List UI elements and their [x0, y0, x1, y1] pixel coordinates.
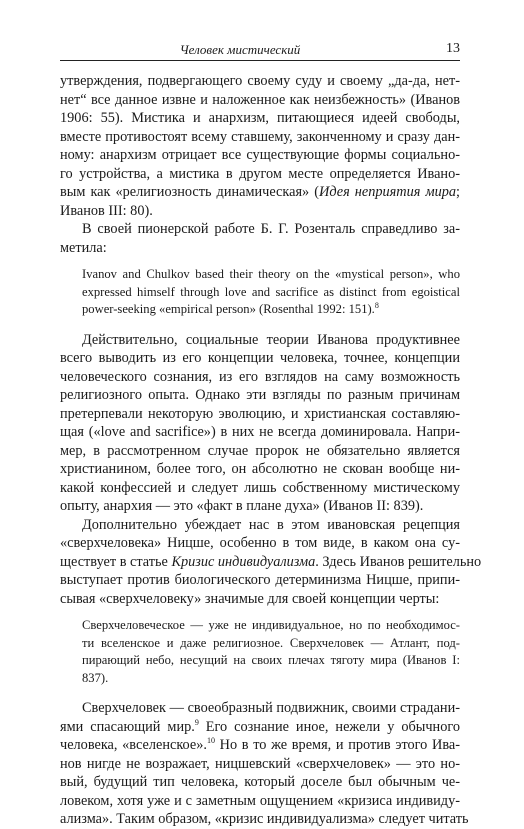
page-number: 13	[446, 41, 460, 56]
text-line	[60, 736, 460, 755]
work-title: Кризис индивидуализма	[171, 553, 316, 570]
quote-line: ти вселенское и даже религиозное. Сверхчеловек — Атлант, под-	[82, 635, 460, 650]
text-line: Дополнительно убеждает нас в этом ивановская рецепция	[82, 516, 460, 533]
quote-line: Сверхчеловеческое — уже не индивидуальное, но по необходимос-	[82, 618, 460, 632]
text-line: мер, в рассмотренном случае пророк не обязательно является	[60, 442, 460, 459]
quote-line: expressed himself through love and sacrifice as distinct from egoistical	[82, 284, 460, 299]
text-line: христианином, более того, он абсолютно не скован вообще ни-	[60, 461, 460, 477]
paragraph-3	[60, 331, 460, 516]
text-line: религиозного опыта. Однако эти взгляды по разным причинам	[60, 387, 460, 403]
text-segment: ;	[456, 184, 460, 200]
text-line: выступает против биологического детерминизма Ницше, припи-	[60, 572, 460, 588]
text-line: щая («love and sacrifice») в них не всегда доминировала. Напри-	[60, 424, 460, 440]
text-line: опыту, анархия — это «факт в плане духа» (Иванов II: 839).	[60, 498, 424, 514]
text-line: Действительно, социальные теории Иванова продуктивнее	[82, 331, 460, 348]
text-line: метила:	[60, 239, 107, 256]
text-line: вместе противостоят всему ставшему, законченному и сразу дан-	[60, 128, 460, 145]
text-line: какой конфессией и следует лишь собственному мистическому	[60, 479, 460, 496]
footnote-marker: 9	[194, 717, 199, 727]
quote-line: Ivanov and Chulkov based their theory on the «mystical person», who	[82, 267, 460, 281]
text-line: Сверхчеловек — своеобразный подвижник, своими страдани-	[82, 700, 460, 716]
text-line	[60, 183, 460, 202]
text-line: го устройства, а мистика в другом месте определяется Ивано-	[60, 165, 460, 182]
text-line: человеческого сознания, из его взглядов на саму возможность	[60, 368, 460, 385]
text-segment: Но в то же время, и против этого Ива-	[214, 737, 460, 753]
text-line: нет“ все данное извне и наложенное как неизбежность» (Иванов	[60, 91, 460, 108]
text-segment: ществует в статье	[60, 553, 172, 570]
text-line: В своей пионерской работе Б. Г. Розенталь справедливо за-	[82, 221, 460, 237]
text-line: всего выводить из его концепции человека, точнее, концепции	[60, 350, 460, 366]
text-line: сывая «сверхчеловеку» значимые для своей концепции черты:	[60, 590, 440, 607]
quote-line	[82, 301, 460, 319]
text-line: ловеком, хотя уже и с заметным ощущением «кризиса индивиду-	[60, 792, 460, 809]
quote-line: пирающий небо, несущий на своих плечах тяготу мира (Иванов I:	[82, 653, 460, 667]
text-line	[60, 553, 482, 572]
footnote-marker: 10	[206, 736, 215, 746]
block-quote-1	[60, 266, 460, 319]
text-segment: человека, «вселенское».	[60, 737, 207, 753]
text-line: ному: анархизм отрицает все существующие формы социально-	[60, 147, 460, 163]
paragraph-1	[60, 72, 460, 220]
footnote-marker: 8	[374, 300, 379, 310]
paragraph-4	[60, 516, 482, 609]
running-title: Человек мистический	[179, 42, 301, 57]
text-line: ализма». Таким образом, «кризис индивидуализма» следует читать	[60, 811, 469, 827]
text-line: вый, будущий тип человека, который доселе был обычным че-	[60, 774, 460, 790]
quote-line: 837).	[82, 670, 109, 685]
text-line: утверждения, подвергающего своему суду и своему „да-да, нет-	[60, 73, 460, 89]
block-quote-2	[60, 617, 460, 687]
paragraph-5	[60, 699, 469, 829]
text-line: претерпевали некоторую эволюцию, и христианская составляю-	[60, 405, 460, 422]
page-header	[60, 40, 460, 61]
text-segment: . Здесь Иванов решительно	[315, 553, 482, 570]
work-title: Идея неприятия мира	[319, 184, 457, 200]
text-segment: ями спасающий мир.	[60, 718, 195, 735]
text-line: «сверхчеловека» Ницше, особенно в том виде, в каком она су-	[60, 535, 460, 551]
text-line: нов нигде не возражает, ницшевский «сверхчеловек» — это но-	[60, 755, 460, 772]
paragraph-2	[60, 220, 460, 257]
text-line: 1906: 55). Мистика и анархизм, питающиеся идеей свободы,	[60, 110, 460, 126]
text-segment: вым как «религиозность динамическая» (	[60, 184, 319, 200]
text-segment: Его сознание иное, нежели у обычного	[198, 718, 461, 735]
page-body	[60, 72, 482, 829]
text-segment: power-seeking «empirical person» (Rosenthal 1992: 151).	[82, 302, 375, 316]
text-line	[60, 718, 460, 737]
text-line: Иванов III: 80).	[60, 202, 153, 219]
